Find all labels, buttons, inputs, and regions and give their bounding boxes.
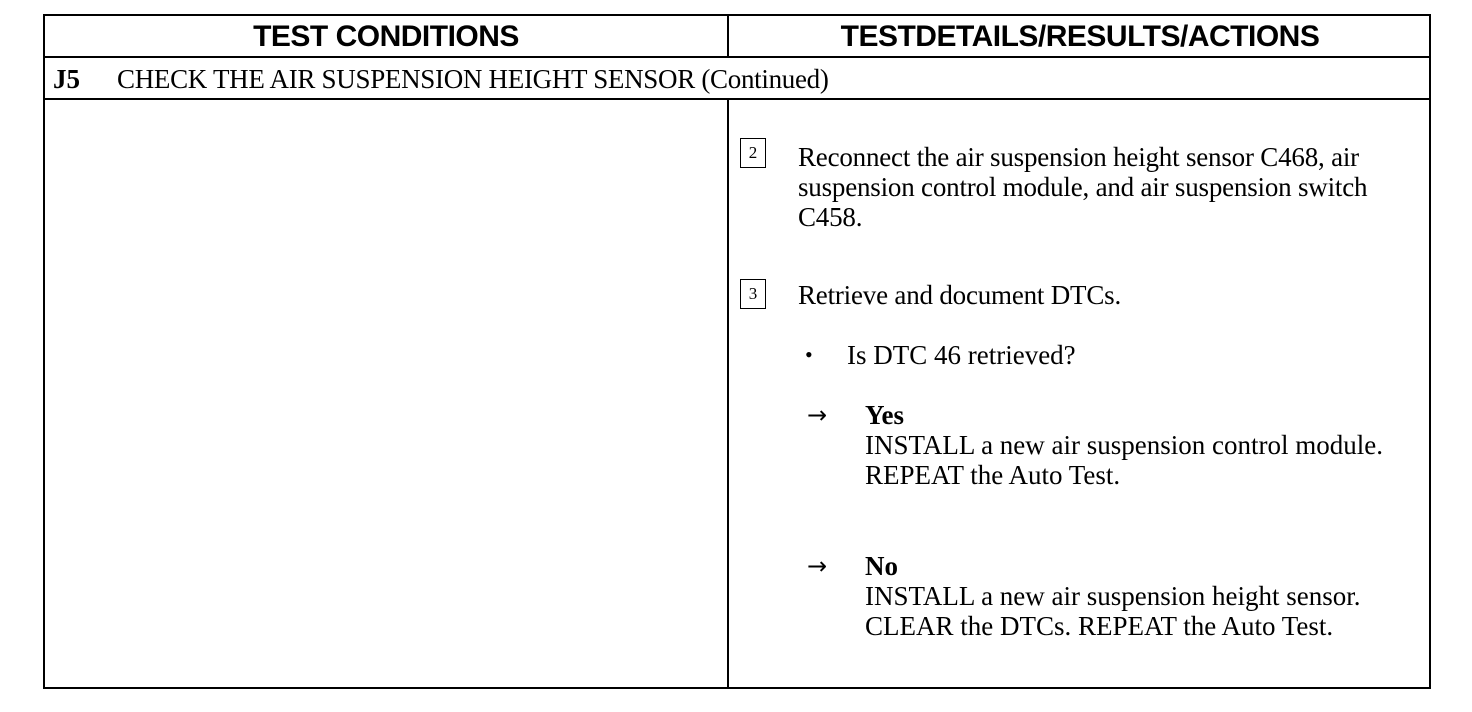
step-number-box: 3 <box>740 279 766 309</box>
header-divider <box>727 16 729 58</box>
step-number-box: 2 <box>740 138 766 168</box>
answer-yes-label: Yes <box>865 400 904 430</box>
test-details-cell <box>729 100 1429 687</box>
header-test-details: TESTDETAILS/RESULTS/ACTIONS <box>840 20 1320 53</box>
test-table <box>43 14 1431 689</box>
step-3-text: Retrieve and document DTCs. <box>798 280 1122 310</box>
answer-yes <box>865 400 1405 490</box>
section-title-row <box>45 58 1429 100</box>
arrow-right-icon: → <box>807 552 828 580</box>
answer-no-label: No <box>865 551 898 581</box>
section-id: J5 <box>53 64 80 94</box>
section-title: CHECK THE AIR SUSPENSION HEIGHT SENSOR (Continued) <box>117 64 829 94</box>
answer-no-action: INSTALL a new air suspension height sensor. CLEAR the DTCs. REPEAT the Auto Test. <box>865 581 1361 641</box>
header-test-conditions: TEST CONDITIONS <box>253 20 519 53</box>
table-header-row <box>45 16 1429 58</box>
question-text: Is DTC 46 retrieved? <box>847 340 1076 370</box>
answer-no <box>865 551 1405 641</box>
step-2-text: Reconnect the air suspension height sensor C468, air suspension control module, and air suspension switch C458. <box>798 142 1368 232</box>
bullet-icon: • <box>805 342 813 367</box>
answer-yes-action: INSTALL a new air suspension control module. REPEAT the Auto Test. <box>865 430 1383 490</box>
arrow-right-icon: → <box>807 401 828 429</box>
